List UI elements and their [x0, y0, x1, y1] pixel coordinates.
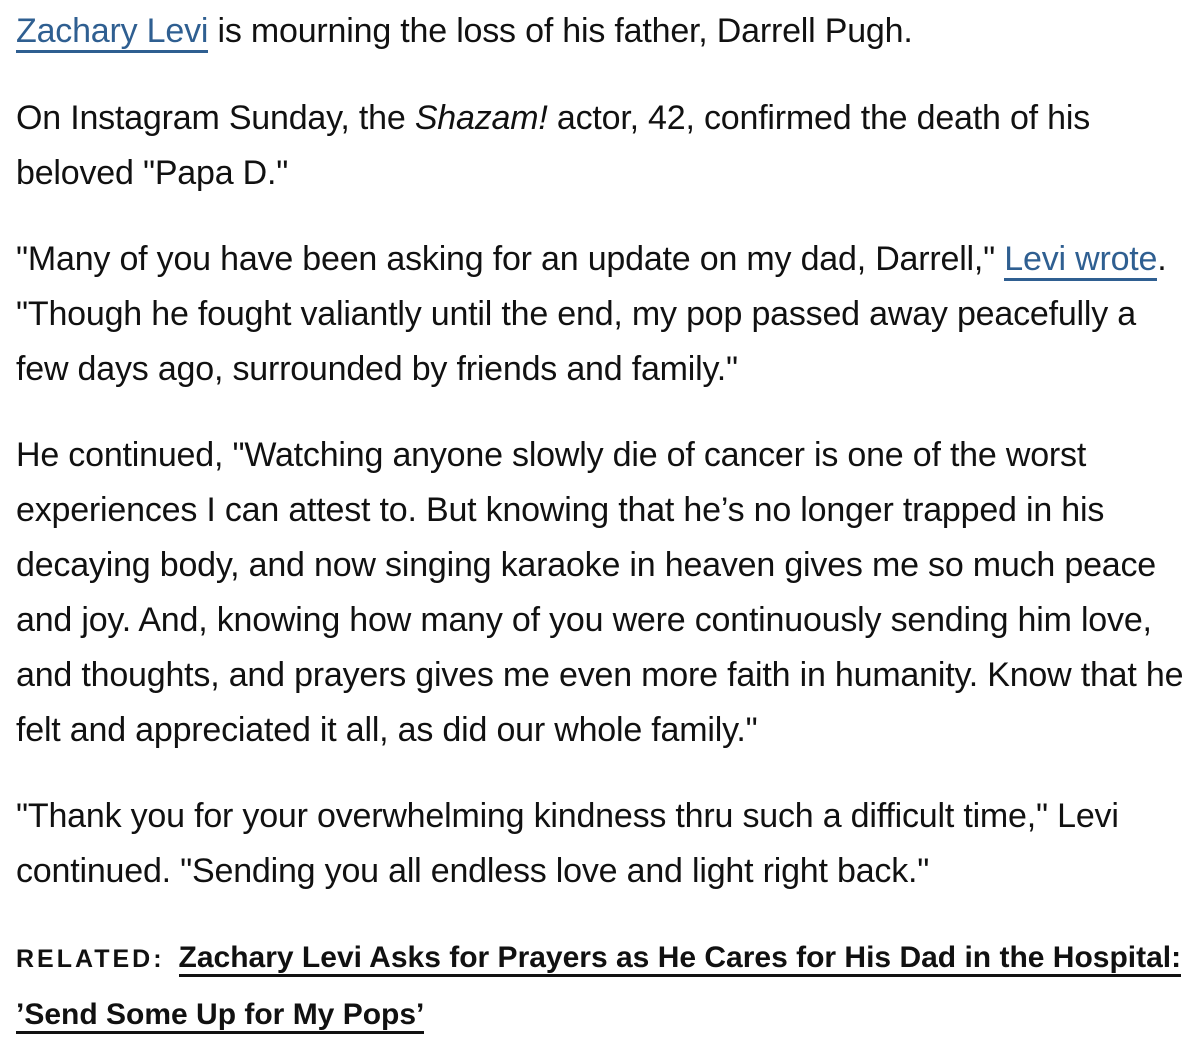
instagram-text-before: On Instagram Sunday, the: [16, 99, 415, 137]
paragraph-instagram: [16, 91, 1190, 201]
quote-update-before: "Many of you have been asking for an update on my dad, Darrell,": [16, 240, 1005, 278]
thanks-text: "Thank you for your overwhelming kindness thru such a difficult time," Levi continued. "Sending you all endless love and light right back.": [16, 797, 1119, 890]
levi-wrote-link[interactable]: Levi wrote: [1004, 240, 1157, 281]
zachary-levi-link[interactable]: Zachary Levi: [16, 12, 208, 53]
related-article-link[interactable]: Zachary Levi Asks for Prayers as He Cares for His Dad in the Hospital: ’Send Some Up for My Pops’: [16, 941, 1181, 1034]
article-body: [16, 4, 1190, 1043]
related-article: [16, 930, 1190, 1043]
paragraph-intro: [16, 4, 1190, 59]
paragraph-quote-update: [16, 232, 1190, 397]
shazam-title: Shazam!: [414, 99, 548, 137]
instagram-text-after: actor, 42, confirmed the death of his beloved "Papa D.": [16, 99, 1091, 192]
paragraph-thanks: [16, 789, 1190, 899]
intro-text: is mourning the loss of his father, Darrell Pugh.: [208, 12, 913, 50]
paragraph-continued: [16, 428, 1190, 758]
quote-update-after: . "Though he fought valiantly until the end, my pop passed away peacefully a few days ago, surrounded by friends and family.": [16, 240, 1167, 388]
related-label: RELATED:: [16, 945, 165, 973]
continued-text: He continued, "Watching anyone slowly die of cancer is one of the worst experiences I can attest to. But knowing that he’s no longer trapped in his decaying body, and now singing karaoke in heaven gives me so much peace and joy. And, knowing how many of you were continuously sending him love, and thoughts, and prayers gives me even more faith in humanity. Know that he felt and appreciated it all, as did our whole family.": [16, 436, 1184, 749]
